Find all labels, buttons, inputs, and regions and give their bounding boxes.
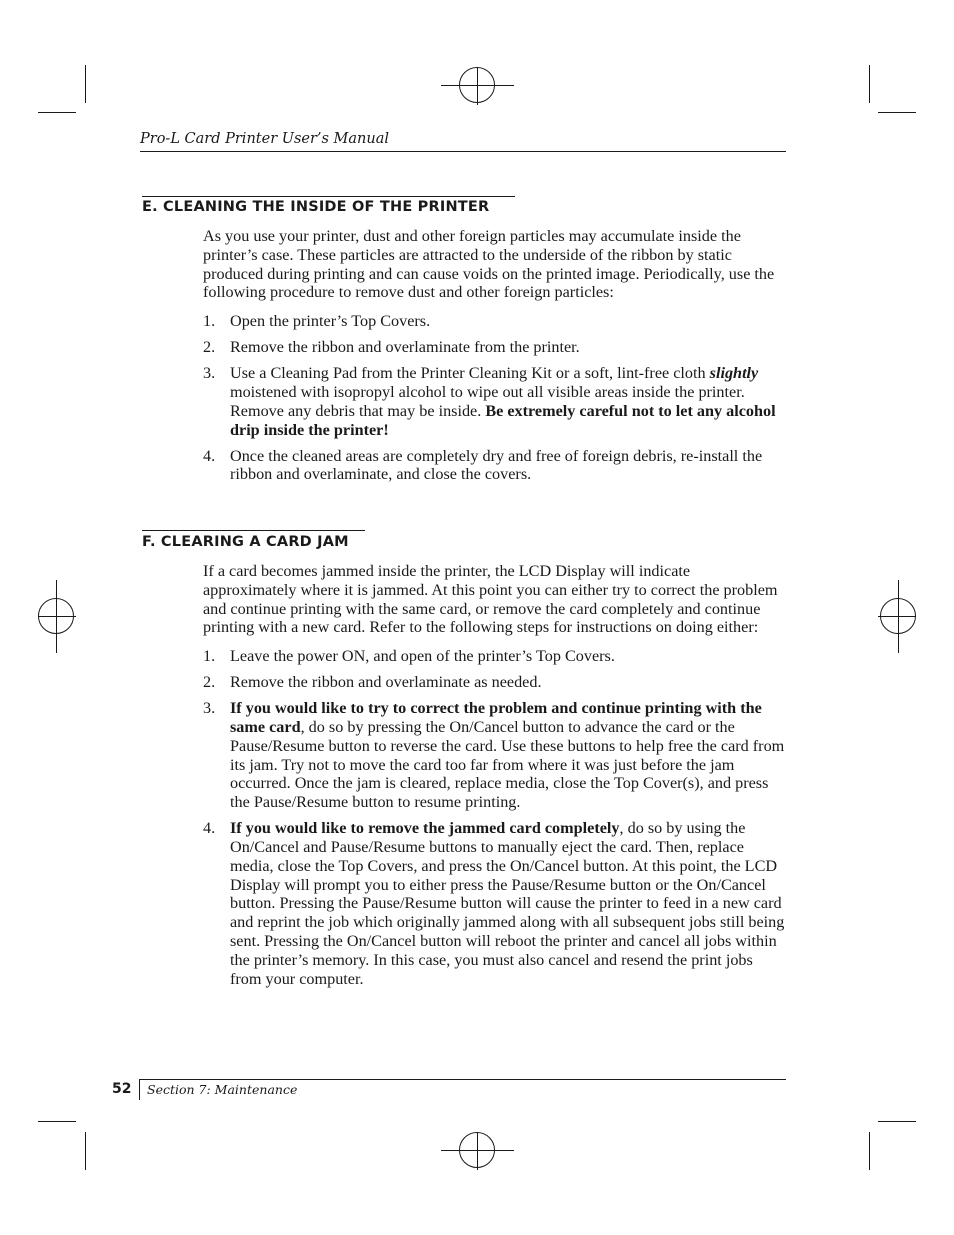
step-number: 3.	[203, 364, 216, 383]
registration-line	[38, 616, 76, 617]
registration-line	[477, 67, 478, 105]
registration-line	[477, 1132, 478, 1170]
intro-paragraph: As you use your printer, dust and other foreign particles may accumulate inside the printer’s case. These particles are attracted to the underside of the ribbon by static produced during printing and can cause voids on the printed image. Periodically, use the following procedure to remove dust and other foreign particles:	[203, 227, 775, 302]
section-heading: F. CLEARING A CARD JAM	[142, 534, 349, 550]
section-rule	[142, 530, 365, 531]
running-header: Pro-L Card Printer User’s Manual	[140, 131, 390, 147]
step-warning: Be extremely careful not to let any alcohol drip inside the printer!	[230, 401, 776, 439]
section-rule	[142, 196, 515, 197]
list-item	[203, 699, 787, 812]
step-text: Leave the power ON, and open of the printer’s Top Covers.	[230, 647, 615, 666]
footer-section-label: Section 7: Maintenance	[147, 1082, 298, 1097]
registration-line	[56, 580, 57, 653]
step-emphasis: slightly	[709, 364, 759, 383]
step-text: moistened with isopropyl alcohol to wipe out all visible areas inside the printer. Remove any debris that may be inside.	[230, 382, 745, 420]
step-lead: If you would like to try to correct the problem and continue printing with the same card	[230, 699, 762, 736]
step-number: 4.	[203, 446, 216, 465]
crop-mark	[869, 65, 870, 103]
footer-rule	[140, 1079, 786, 1080]
step-number: 4.	[203, 819, 216, 838]
step-text: Use a Cleaning Pad from the Printer Cleaning Kit or a soft, lint-free cloth	[230, 364, 710, 383]
header-rule	[140, 151, 786, 152]
step-number: 1.	[203, 647, 216, 666]
step-text: Remove the ribbon and overlaminate as needed.	[230, 673, 542, 692]
list-item	[203, 673, 787, 692]
step-list	[203, 312, 787, 484]
step-number: 1.	[203, 312, 216, 331]
crop-mark	[38, 1121, 76, 1122]
intro-paragraph: If a card becomes jammed inside the printer, the LCD Display will indicate approximately where it is jammed. At this point you can either try to correct the problem and continue printing with the same card, or remove the card completely and continue printing with a new card. Refer to the following steps for instructions on doing either:	[203, 562, 778, 637]
list-item	[203, 338, 787, 357]
step-text: Once the cleaned areas are completely dry and free of foreign debris, re-install the ribbon and overlaminate, and close the covers.	[230, 446, 763, 484]
step-number: 3.	[203, 699, 216, 718]
footer-divider	[139, 1079, 140, 1100]
crop-mark	[85, 65, 86, 103]
step-number: 2.	[203, 338, 216, 357]
registration-line	[898, 580, 899, 653]
step-text: , do so by using the On/Cancel and Pause/Resume buttons to manually eject the card. Then, replace media, close the Top Covers, and press the On/Cancel button. At this point, the LCD Display will prompt you to either press the Pause/Resume button or the On/Cancel button. Pressing the Pause/Resume button will cause the printer to feed in a new card and reprint the job which originally jammed along with all subsequent jobs still being sent. Pressing the On/Cancel button will reboot the printer and cancel all jobs within the printer’s memory. In this case, you must also cancel and resend the print jobs from your computer.	[230, 819, 785, 988]
list-item	[203, 647, 787, 666]
section-heading: E. CLEANING THE INSIDE OF THE PRINTER	[142, 199, 490, 215]
section-body	[203, 227, 787, 491]
list-item	[203, 364, 787, 439]
registration-line	[878, 616, 916, 617]
section-body	[203, 562, 787, 995]
crop-mark	[878, 1121, 916, 1122]
step-number: 2.	[203, 673, 216, 692]
step-lead: If you would like to remove the jammed card completely	[230, 819, 620, 838]
crop-mark	[85, 1132, 86, 1170]
crop-mark	[878, 112, 916, 113]
list-item	[203, 819, 787, 988]
step-text: , do so by pressing the On/Cancel button to advance the card or the Pause/Resume button to reverse the card. Use these buttons to help free the card from its jam. Try not to move the card too far from where it was just before the jam occurred. Once the jam is cleared, replace media, close the Top Cover(s), and press the Pause/Resume button to resume printing.	[230, 717, 785, 812]
list-item	[203, 312, 787, 331]
page-number: 52	[112, 1081, 132, 1097]
crop-mark	[869, 1132, 870, 1170]
step-text: Open the printer’s Top Covers.	[230, 312, 431, 331]
step-text: Remove the ribbon and overlaminate from the printer.	[230, 338, 580, 357]
list-item	[203, 447, 787, 485]
step-list	[203, 647, 787, 988]
crop-mark	[38, 112, 76, 113]
